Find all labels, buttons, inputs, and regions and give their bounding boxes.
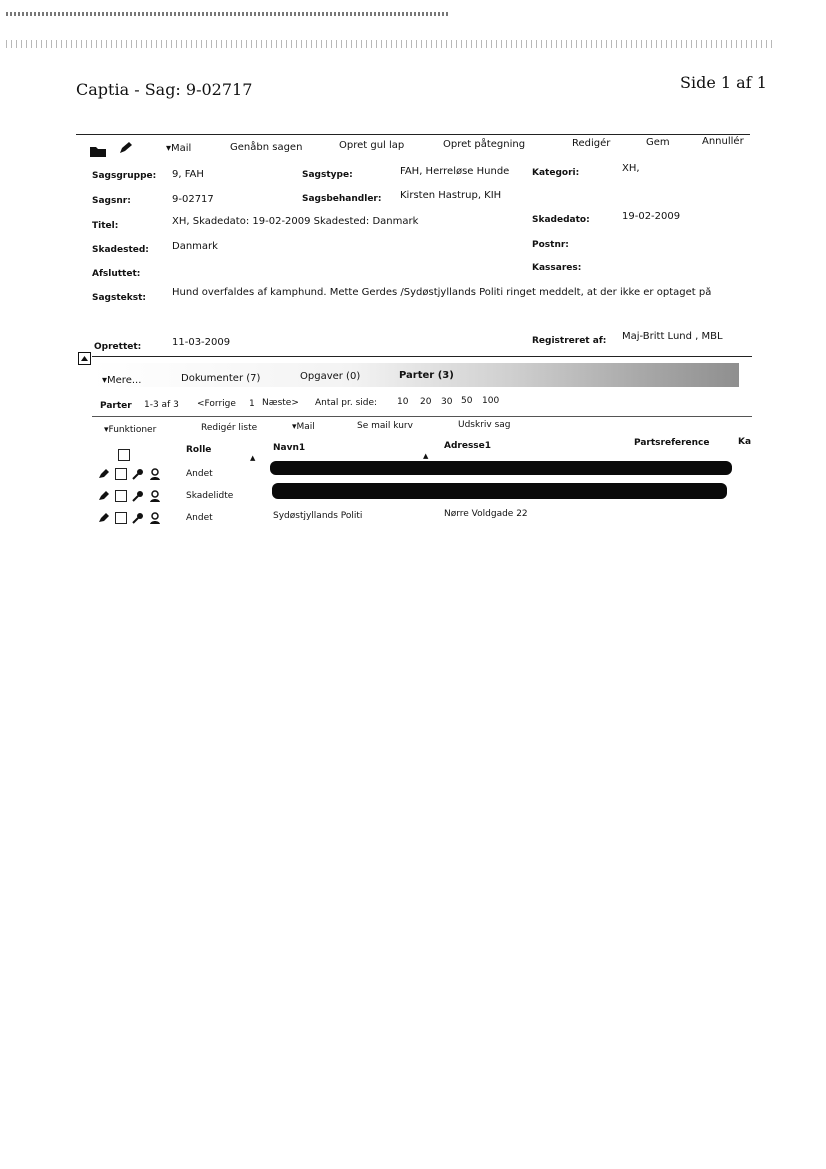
toolbar-top-rule (76, 134, 750, 135)
key-icon[interactable] (132, 512, 144, 524)
page-number: Side 1 af 1 (680, 73, 767, 92)
per-page-30[interactable]: 30 (441, 397, 453, 407)
field-label-registreret: Registreret af: (532, 336, 607, 346)
field-label-sagsnr: Sagsnr: (92, 196, 131, 206)
column-header-rolle[interactable]: Rolle (186, 445, 212, 455)
edit-icon[interactable] (98, 490, 110, 502)
row-3-adresse1: Nørre Voldgade 22 (444, 509, 528, 519)
column-header-navn1[interactable]: Navn1 (273, 443, 306, 453)
row-checkbox[interactable] (115, 490, 127, 502)
field-label-kassares: Kassares: (532, 263, 582, 273)
row-3-rolle: Andet (186, 513, 213, 523)
pencil-icon[interactable] (118, 140, 134, 159)
print-case-button[interactable]: Udskriv sag (458, 420, 511, 430)
field-label-sagstype: Sagstype: (302, 170, 353, 180)
field-label-titel: Titel: (92, 221, 119, 231)
person-icon[interactable] (149, 512, 161, 524)
row-checkbox[interactable] (115, 512, 127, 524)
toolbar-create-annotation[interactable]: Opret påtegning (443, 139, 526, 150)
collapse-icon[interactable] (78, 350, 91, 369)
field-label-postnr: Postnr: (532, 240, 569, 250)
tab-documents[interactable]: Dokumenter (7) (181, 373, 261, 384)
per-page-20[interactable]: 20 (420, 397, 432, 407)
person-icon[interactable] (149, 490, 161, 502)
field-value-skadested: Danmark (172, 241, 218, 252)
pager-range: 1-3 af 3 (144, 400, 179, 410)
scan-artifact-top (6, 12, 450, 16)
pager-rule (92, 416, 752, 417)
edit-icon[interactable] (98, 468, 110, 480)
folder-icon[interactable] (90, 142, 106, 161)
field-value-titel: XH, Skadedato: 19-02-2009 Skadested: Danmark (172, 216, 419, 227)
details-bottom-rule (92, 356, 752, 357)
field-label-afsluttet: Afsluttet: (92, 269, 141, 279)
row-1-rolle: Andet (186, 469, 213, 479)
field-label-oprettet: Oprettet: (94, 342, 142, 352)
tab-more[interactable]: ▾Mere... (102, 375, 142, 386)
field-value-sagsnr: 9-02717 (172, 194, 214, 205)
field-label-skadedato: Skadedato: (532, 215, 590, 225)
table-row[interactable] (98, 512, 161, 524)
field-label-sagstekst: Sagstekst: (92, 293, 147, 303)
field-value-sagsbehandler: Kirsten Hastrup, KIH (400, 190, 502, 201)
field-label-skadested: Skadested: (92, 245, 149, 255)
per-page-50[interactable]: 50 (461, 396, 473, 406)
row-3-navn1[interactable]: Sydøstjyllands Politi (273, 511, 363, 521)
toolbar-mail[interactable]: ▾Mail (166, 143, 192, 154)
toolbar-cancel[interactable]: Annullér (702, 136, 744, 147)
toolbar-reopen-case[interactable]: Genåbn sagen (230, 142, 303, 153)
field-label-sagsgruppe: Sagsgruppe: (92, 171, 157, 181)
mail-basket-button[interactable]: Se mail kurv (357, 421, 413, 431)
scan-artifact-dots (6, 40, 776, 48)
column-header-ka[interactable]: Ka (738, 437, 752, 447)
redaction-bar (272, 483, 727, 499)
table-row[interactable] (98, 468, 161, 480)
field-value-oprettet: 11-03-2009 (172, 337, 231, 348)
toolbar-create-yellow-note[interactable]: Opret gul lap (339, 140, 405, 151)
per-page-label: Antal pr. side: (315, 398, 378, 408)
toolbar-edit[interactable]: Redigér (572, 138, 611, 149)
field-label-sagsbehandler: Sagsbehandler: (302, 194, 382, 204)
column-header-partsreference[interactable]: Partsreference (634, 438, 710, 448)
pager-label: Parter (100, 401, 132, 411)
column-header-adresse1[interactable]: Adresse1 (444, 441, 492, 451)
field-label-kategori: Kategori: (532, 168, 580, 178)
per-page-100[interactable]: 100 (482, 396, 500, 406)
key-icon[interactable] (132, 468, 144, 480)
tab-tasks[interactable]: Opgaver (0) (300, 371, 361, 382)
sort-asc-icon[interactable]: ▲ (250, 454, 256, 462)
tab-parties[interactable]: Parter (3) (399, 370, 454, 381)
table-row[interactable] (98, 490, 161, 502)
functions-menu[interactable]: ▾Funktioner (104, 425, 157, 435)
field-value-sagstekst: Hund overfaldes af kamphund. Mette Gerdes /Sydøstjyllands Politi ringet meddelt, at der ikke er optaget på (172, 287, 712, 298)
edit-list-button[interactable]: Redigér liste (201, 423, 258, 433)
field-value-registreret: Maj-Britt Lund , MBL (622, 331, 723, 342)
functions-mail[interactable]: ▾Mail (292, 422, 315, 432)
field-value-skadedato: 19-02-2009 (622, 211, 681, 222)
per-page-10[interactable]: 10 (397, 397, 409, 407)
redaction-bar (270, 461, 732, 475)
sort-asc-icon[interactable]: ▲ (423, 452, 429, 460)
pager-page[interactable]: 1 (249, 399, 255, 409)
select-all-checkbox[interactable] (118, 446, 130, 465)
edit-icon[interactable] (98, 512, 110, 524)
key-icon[interactable] (132, 490, 144, 502)
document-title: Captia - Sag: 9-02717 (76, 80, 253, 99)
toolbar-save[interactable]: Gem (646, 137, 670, 148)
field-value-sagstype: FAH, Herreløse Hunde (400, 166, 510, 177)
pager-prev[interactable]: <Forrige (197, 399, 236, 409)
field-value-sagsgruppe: 9, FAH (172, 169, 204, 180)
row-2-rolle: Skadelidte (186, 491, 234, 501)
person-icon[interactable] (149, 468, 161, 480)
row-checkbox[interactable] (115, 468, 127, 480)
pager-next[interactable]: Næste> (262, 398, 299, 408)
field-value-kategori: XH, (622, 163, 640, 174)
